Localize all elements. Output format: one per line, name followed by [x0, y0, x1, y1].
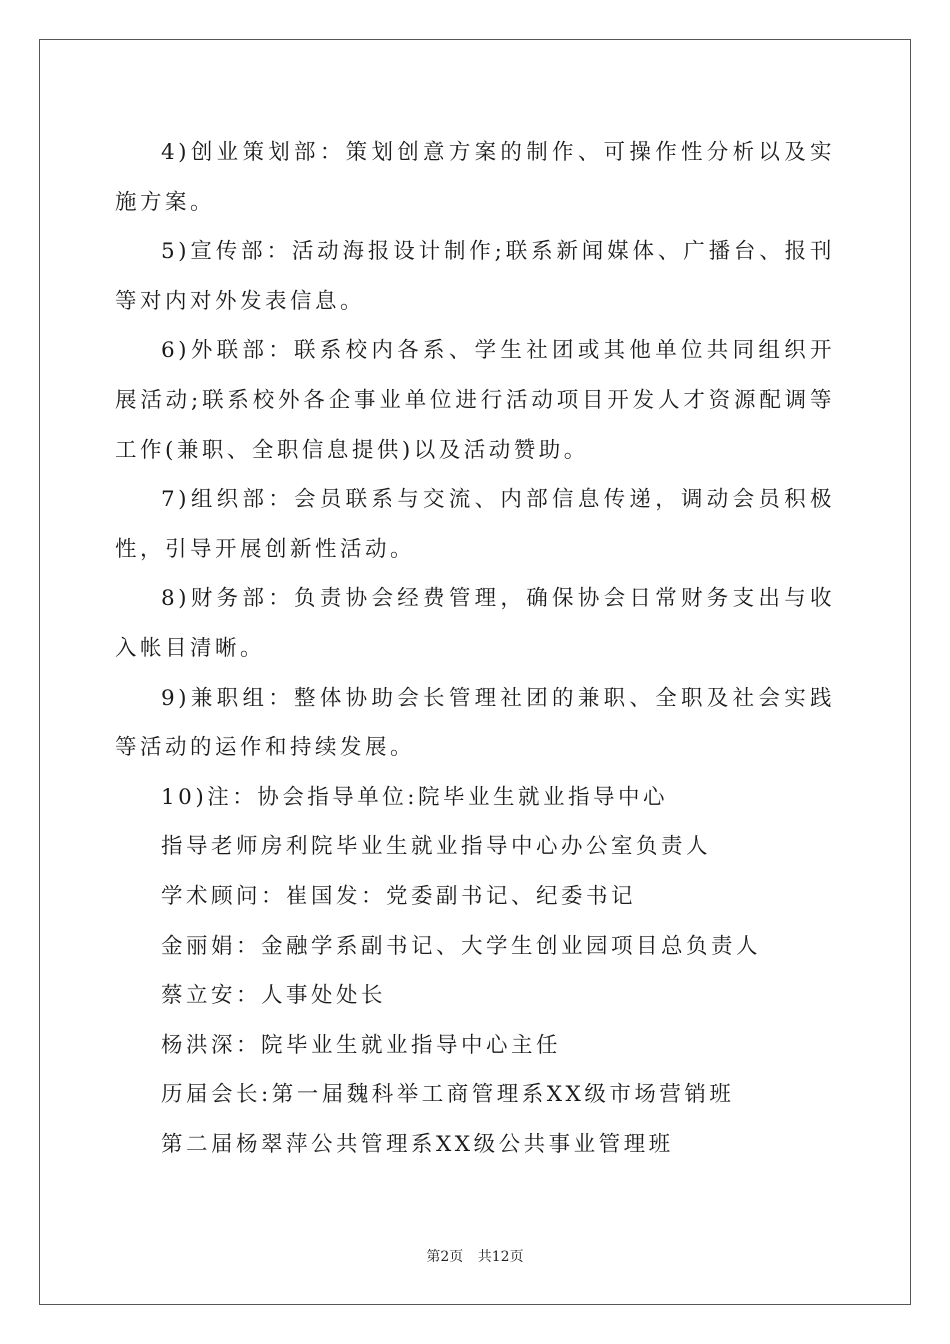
page-footer [0, 1246, 950, 1266]
paragraph: 7)组织部：会员联系与交流、内部信息传递，调动会员积极性，引导开展创新性活动。 [115, 487, 835, 562]
paragraph: 5)宣传部：活动海报设计制作;联系新闻媒体、广播台、报刊等对内对外发表信息。 [115, 239, 835, 314]
document-body [115, 128, 835, 1169]
paragraph: 6)外联部：联系校内各系、学生社团或其他单位共同组织开展活动;联系校外各企事业单位进行活动项目开发人才资源配调等工作(兼职、全职信息提供)以及活动赞助。 [115, 338, 835, 463]
paragraph: 学术顾问：崔国发：党委副书记、纪委书记 [161, 883, 637, 909]
paragraph: 蔡立安：人事处处长 [161, 983, 387, 1009]
paragraph: 8)财务部：负责协会经费管理，确保协会日常财务支出与收入帐目清晰。 [115, 586, 835, 661]
paragraph: 指导老师房利院毕业生就业指导中心办公室负责人 [161, 834, 712, 860]
paragraph: 4)创业策划部：策划创意方案的制作、可操作性分析以及实施方案。 [115, 140, 835, 215]
paragraph: 9)兼职组：整体协助会长管理社团的兼职、全职及社会实践等活动的运作和持续发展。 [115, 685, 835, 761]
paragraph: 第二届杨翠萍公共管理系XX级公共事业管理班 [161, 1131, 674, 1157]
paragraph: 历届会长:第一届魏科举工商管理系XX级市场营销班 [161, 1082, 735, 1108]
paragraph: 10)注：协会指导单位:院毕业生就业指导中心 [161, 784, 668, 810]
page-number-total: 共12页 [477, 1249, 524, 1265]
page-number-current: 第2页 [426, 1249, 464, 1265]
paragraph: 杨洪深：院毕业生就业指导中心主任 [161, 1032, 562, 1058]
paragraph: 金丽娟：金融学系副书记、大学生创业园项目总负责人 [161, 933, 762, 959]
